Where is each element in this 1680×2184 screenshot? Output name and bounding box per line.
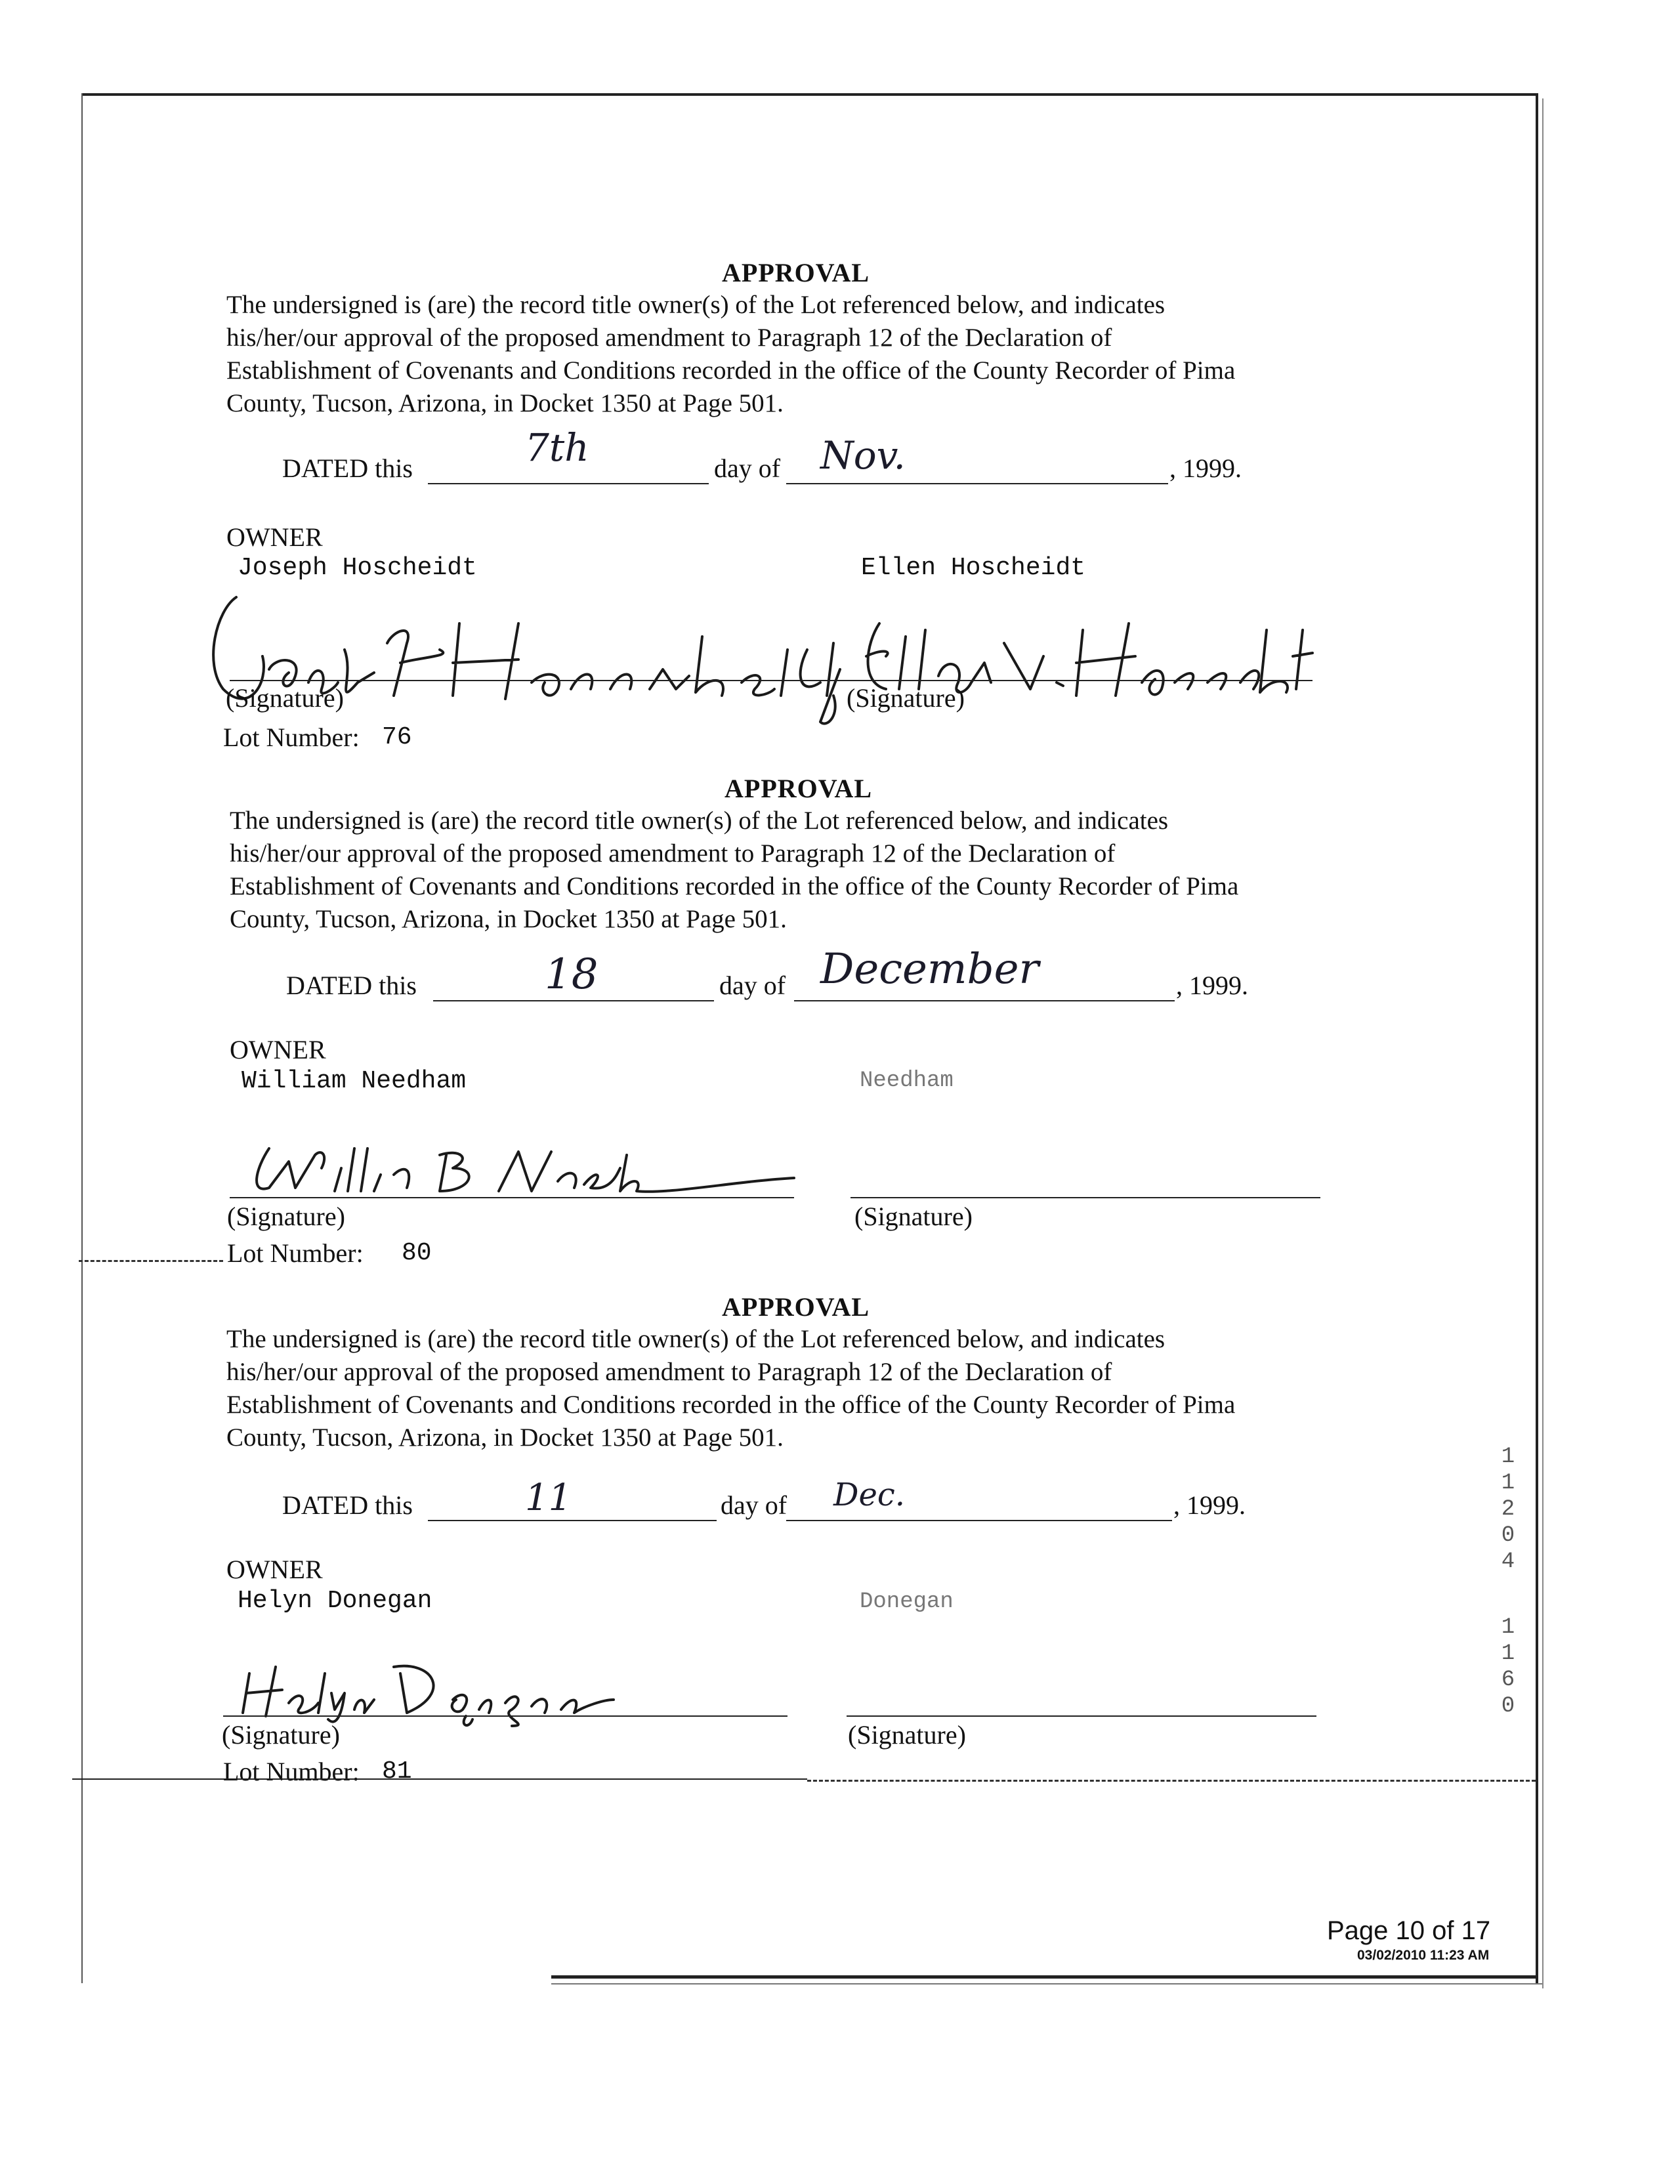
lot-number-label: Lot Number: (223, 723, 360, 752)
page-border-right-shadow (1542, 98, 1544, 1988)
day-line (433, 1000, 714, 1001)
day-line (428, 1520, 717, 1521)
signature-line (230, 680, 1312, 681)
owner-1-name: Joseph Hoscheidt (238, 554, 477, 582)
page-border-top (81, 93, 1538, 96)
year-label: , 1999. (1173, 1490, 1246, 1520)
owner-label: OWNER (230, 1035, 326, 1064)
day-of-label: day of (719, 971, 786, 1000)
signature-label-2: (Signature) (854, 1202, 973, 1231)
handwritten-day: 11 (525, 1477, 572, 1519)
owner-1-name: Helyn Donegan (238, 1587, 432, 1615)
page-border-bottom (551, 1975, 1538, 1979)
handwritten-month: Nov. (820, 433, 906, 478)
handwritten-signature-william (243, 1129, 794, 1208)
lot-number-label: Lot Number: (227, 1238, 364, 1268)
handwritten-day: 7th (525, 425, 589, 470)
signature-label-1: (Signature) (227, 1202, 345, 1231)
approval-heading: APPROVAL (724, 774, 873, 803)
day-of-label: day of (714, 453, 781, 483)
signature-line-1 (230, 1197, 794, 1198)
page-border-right (1536, 93, 1538, 1983)
day-of-label: day of (721, 1490, 788, 1520)
dated-label: DATED this (286, 971, 417, 1000)
year-label: , 1999. (1169, 453, 1242, 483)
stamp-digit: 6 (1501, 1668, 1515, 1692)
cut-line-left (72, 1778, 807, 1780)
page-border-left (81, 93, 83, 1983)
month-line (794, 1000, 1175, 1001)
handwritten-day: 18 (545, 950, 598, 999)
signature-label-2: (Signature) (847, 683, 965, 713)
lot-number-label: Lot Number: (223, 1757, 360, 1786)
recording-stamp (1495, 1444, 1521, 1719)
stamp-digit: 2 (1501, 1497, 1515, 1522)
cut-line-dashed (807, 1780, 1536, 1782)
scan-artifact-dash (79, 1260, 223, 1262)
owner-2-name-faded: Donegan (860, 1589, 954, 1614)
signature-label-1: (Signature) (226, 683, 344, 713)
stamp-digit: 1 (1501, 1641, 1515, 1666)
stamp-digit: 0 (1501, 1523, 1515, 1548)
owner-1-name: William Needham (242, 1067, 467, 1095)
page-border-bottom-shadow (551, 1983, 1542, 1984)
approval-body: The undersigned is (are) the record title owner(s) of the Lot referenced below, and indicates his/her/our approval of the proposed amendment to Paragraph 12 of the Declaration of Establishment of Covenants and Conditions recorded in the office of the County Recorder of Pima County, Tucson, Arizona, in Docket 1350 at Page 501. (226, 291, 1236, 417)
month-line (786, 1520, 1172, 1521)
dated-label: DATED this (282, 453, 413, 483)
signature-label-1: (Signature) (222, 1720, 340, 1750)
signature-label-2: (Signature) (848, 1720, 966, 1750)
stamp-digit: 4 (1501, 1549, 1515, 1574)
handwritten-month: Dec. (833, 1477, 906, 1513)
year-label: , 1999. (1176, 971, 1248, 1000)
stamp-digit (1495, 1575, 1521, 1614)
stamp-digit: 1 (1501, 1444, 1515, 1469)
owner-2-name-faded: Needham (860, 1068, 954, 1093)
month-line (786, 483, 1168, 484)
stamp-digit: 1 (1501, 1615, 1515, 1640)
owner-label: OWNER (226, 522, 323, 552)
stamp-digit: 0 (1501, 1694, 1515, 1719)
approval-body: The undersigned is (are) the record title owner(s) of the Lot referenced below, and indicates his/her/our approval of the proposed amendment to Paragraph 12 of the Declaration of Establishment of Covenants and Conditions recorded in the office of the County Recorder of Pima County, Tucson, Arizona, in Docket 1350 at Page 501. (226, 1325, 1236, 1452)
day-line (428, 483, 709, 484)
stamp-digit: 1 (1501, 1471, 1515, 1496)
lot-number-value: 81 (382, 1757, 412, 1786)
lot-number-value: 80 (402, 1239, 432, 1267)
signature-line-2 (847, 1715, 1316, 1717)
lot-number-value: 76 (382, 723, 412, 751)
approval-heading: APPROVAL (722, 1292, 870, 1322)
handwritten-month: December (820, 945, 1040, 994)
owner-2-name: Ellen Hoscheidt (861, 554, 1086, 582)
dated-label: DATED this (282, 1490, 413, 1520)
signature-line-1 (223, 1715, 788, 1717)
approval-body: The undersigned is (are) the record title owner(s) of the Lot referenced below, and indicates his/her/our approval of the proposed amendment to Paragraph 12 of the Declaration of Establishment of Covenants and Conditions recorded in the office of the County Recorder of Pima County, Tucson, Arizona, in Docket 1350 at Page 501. (230, 807, 1239, 933)
signature-line-2 (850, 1197, 1320, 1198)
page-number: Page 10 of 17 (1327, 1916, 1491, 1945)
print-timestamp: 03/02/2010 11:23 AM (1357, 1948, 1490, 1963)
approval-heading: APPROVAL (722, 258, 870, 287)
owner-label: OWNER (226, 1555, 323, 1584)
